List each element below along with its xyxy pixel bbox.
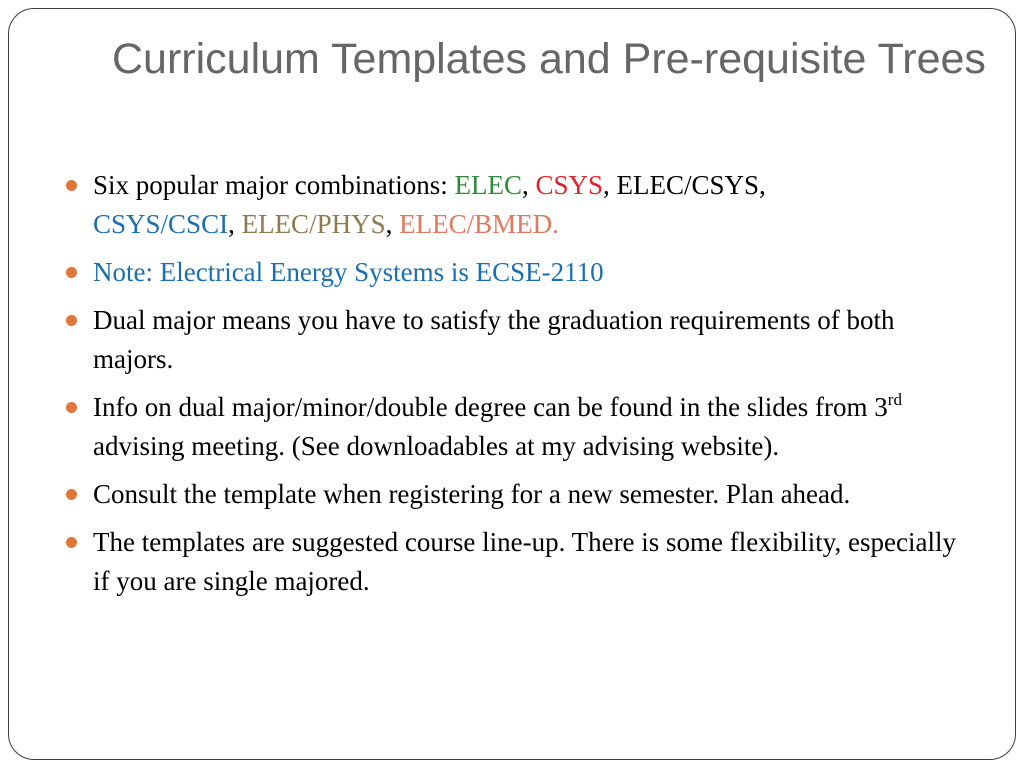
separator: ,: [521, 170, 536, 200]
major-csys: CSYS: [535, 170, 604, 200]
major-csys-csci: CSYS/CSCI: [93, 209, 229, 239]
bullet-item: [66, 253, 966, 292]
superscript: rd: [887, 390, 902, 409]
major-elec: ELEC: [454, 170, 522, 200]
bullet-text: Six popular major combinations:: [93, 170, 455, 200]
bullet-text: advising meeting. (See downloadables at my advising website).: [93, 431, 780, 461]
bullet-list: [66, 166, 966, 610]
bullet-item: [66, 166, 966, 244]
major-elec-bmed: ELEC/BMED.: [399, 209, 559, 239]
separator: ,: [228, 209, 242, 239]
bullet-text-note: Note: Electrical Energy Systems is ECSE-2110: [93, 257, 604, 287]
bullet-item: [66, 388, 966, 466]
bullet-icon: [66, 267, 77, 278]
bullet-text: Dual major means you have to satisfy the graduation requirements of both majors.: [93, 305, 895, 374]
bullet-text: The templates are suggested course line-up. There is some flexibility, especially if you are single majored.: [93, 527, 956, 596]
bullet-icon: [66, 402, 77, 413]
separator: ,: [603, 170, 617, 200]
bullet-icon: [66, 315, 77, 326]
bullet-icon: [66, 489, 77, 500]
bullet-item: [66, 301, 966, 379]
major-elec-phys: ELEC/PHYS: [241, 209, 386, 239]
bullet-item: [66, 523, 966, 601]
bullet-text: Info on dual major/minor/double degree can be found in the slides from 3: [93, 392, 888, 422]
bullet-item: [66, 475, 966, 514]
slide-title: Curriculum Templates and Pre-requisite Trees: [112, 35, 986, 83]
separator: ,: [385, 209, 400, 239]
bullet-icon: [66, 537, 77, 548]
major-elec-csys: ELEC/CSYS,: [616, 170, 766, 200]
bullet-icon: [66, 180, 77, 191]
bullet-text: Consult the template when registering for a new semester. Plan ahead.: [93, 479, 851, 509]
